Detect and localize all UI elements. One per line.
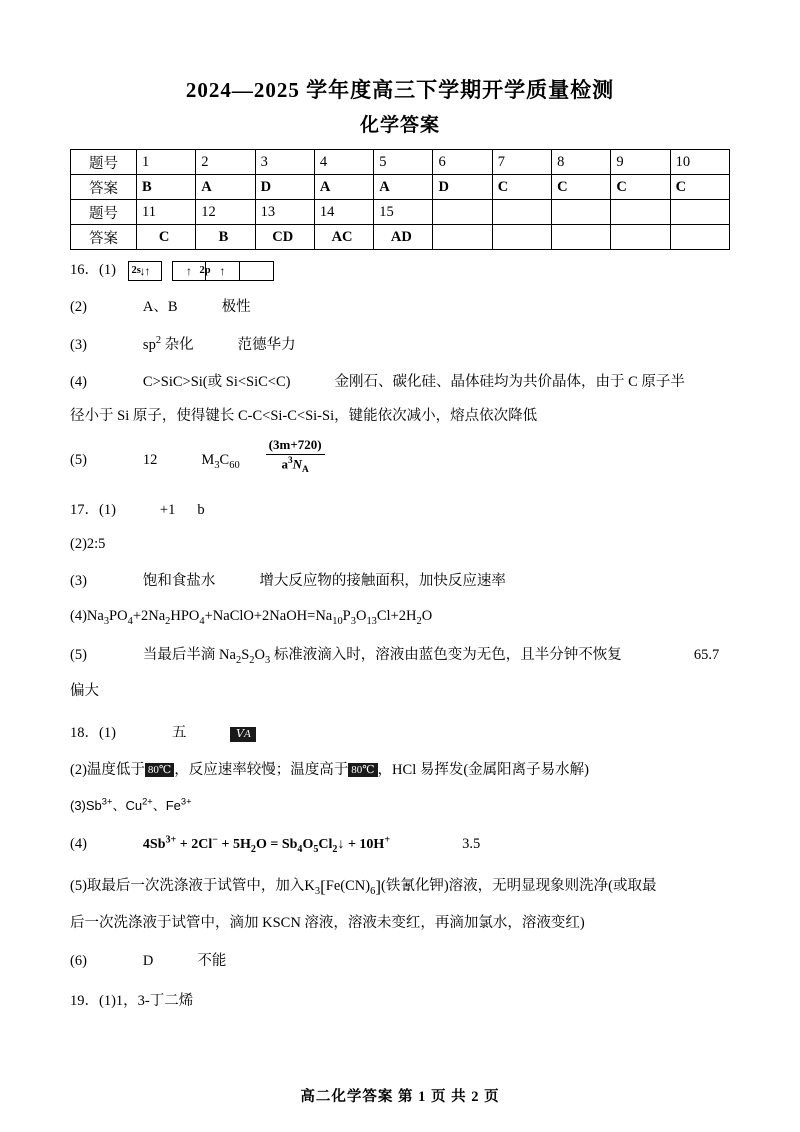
question-number: 3 xyxy=(255,150,314,175)
q17-p1-label: (1) xyxy=(99,501,116,518)
q16-p4-answer-a: C>SiC>Si(或 Si<SiC<C) xyxy=(142,373,291,390)
question-number: 15 xyxy=(374,200,433,225)
question-19-part-1 xyxy=(70,987,730,1015)
q17-p1-answer-a: +1 xyxy=(159,501,176,518)
question-18-part-4 xyxy=(70,830,730,859)
question-19-label: 19． xyxy=(70,993,99,1010)
row-label-question-1: 题号 xyxy=(71,150,137,175)
question-number: 5 xyxy=(374,150,433,175)
q17-p5-answer-b: 65.7 xyxy=(693,646,720,663)
question-number: 6 xyxy=(433,150,492,175)
q17-p3-label: (3) xyxy=(70,573,87,590)
page-title-line2: 化学答案 xyxy=(359,115,440,136)
question-18-part-3 xyxy=(70,792,730,820)
q16-p4-answer-c: 径小于 Si 原子，使得键长 C-C<Si-C<Si-Si，键能依次减小，熔点依次降低 xyxy=(70,408,538,425)
empty-cell xyxy=(552,200,611,225)
q18-p1-redacted-group: ⅤA xyxy=(230,727,256,742)
fraction-numerator: (3m+720) xyxy=(266,438,325,455)
question-16-part-4 xyxy=(70,368,730,396)
question-17-part-5-cont xyxy=(70,677,730,705)
q18-p4-equation: $4Sb^{3+} + 2Cl^- + 5H_2O$ = $Sb_4O_5Cl_2↓ + 10H^+$ xyxy=(142,834,391,856)
orbital-box-diagram xyxy=(128,261,274,281)
page-title-line1: 2024—2025 学年度高三下学期开学质量检测 xyxy=(185,78,615,102)
q16-p1-label: (1) xyxy=(99,262,116,278)
left-bracket: [ xyxy=(320,876,326,896)
q16-p3-answer-b: 范德华力 xyxy=(237,336,296,353)
question-18-part-5: (5)取最后一次洗涤液于试管中，加入$K_3[Fe(CN)_6]$(铁氰化钾)溶液，无明显现象则洗净(或取最 xyxy=(70,870,730,903)
question-number: 2 xyxy=(196,150,255,175)
empty-cell xyxy=(492,225,551,250)
empty-cell xyxy=(611,200,670,225)
q18-p2-redacted-temp-2: 80℃ xyxy=(348,763,377,777)
orbital-label-2s: 2s xyxy=(131,264,141,276)
q17-p5-answer-c: 偏大 xyxy=(70,683,99,700)
row-label-answer-2: 答案 xyxy=(71,225,137,250)
q18-p4-value: 3.5 xyxy=(462,836,481,853)
q16-p3-label: (3) xyxy=(70,336,87,353)
question-17-part-2 xyxy=(70,530,730,558)
q18-p2-text-post: ，HCl 易挥发(金属阳离子易水解) xyxy=(377,761,589,778)
question-number: 8 xyxy=(552,150,611,175)
question-18-label: 18． xyxy=(70,725,99,742)
fraction-denominator: $a^3N_A$ xyxy=(281,456,309,476)
q17-p5-label: (5) xyxy=(70,646,87,663)
q18-p2-redacted-temp-1: 80℃ xyxy=(145,763,174,777)
answer-value: C xyxy=(137,225,196,250)
answer-value: A xyxy=(196,175,255,200)
answer-value: C xyxy=(492,175,551,200)
table-row xyxy=(71,225,730,250)
table-row xyxy=(71,175,730,200)
q19-p1-text: (1)1，3-丁二烯 xyxy=(99,993,194,1010)
right-bracket: ] xyxy=(375,876,381,896)
question-16-part-2 xyxy=(70,293,730,321)
answer-value: B xyxy=(196,225,255,250)
question-number: 12 xyxy=(196,200,255,225)
q16-p5-label: (5) xyxy=(70,452,87,469)
question-16-part-5 xyxy=(70,437,730,480)
page-footer: 高二化学答案 第 1 页 共 2 页 xyxy=(300,1089,500,1105)
answer-value: AC xyxy=(314,225,373,250)
q16-p2-answer-a: A、B xyxy=(142,299,178,316)
q16-p2-answer-b: 极性 xyxy=(221,299,251,316)
q18-p1-label: (1) xyxy=(99,725,116,742)
question-17-part-4 xyxy=(70,602,730,632)
question-number: 11 xyxy=(137,200,196,225)
q18-p2-text-mid: ，反应速率较慢；温度高于 xyxy=(174,761,349,778)
answer-value: D xyxy=(433,175,492,200)
answer-value: C xyxy=(611,175,670,200)
question-number: 9 xyxy=(611,150,670,175)
q18-p6-answer-a: D xyxy=(142,953,154,970)
empty-cell xyxy=(611,225,670,250)
q18-p4-label: (4) xyxy=(70,836,87,853)
q17-p2-text: (2)2:5 xyxy=(70,536,106,553)
q16-p4-answer-b: 金刚石、碳化硅、晶体硅均为共价晶体，由于 C 原子半 xyxy=(334,373,685,390)
q18-p5-text-a: (5)取最后一次洗涤液于试管中，加入K xyxy=(70,877,315,894)
q17-p3-answer-b: 增大反应物的接触面积，加快反应速率 xyxy=(259,573,506,590)
q18-p5-text-c: 后一次洗涤液于试管中，滴加 KSCN 溶液，溶液未变红，再滴加氯水，溶液变红) xyxy=(70,914,585,931)
answer-value: CD xyxy=(255,225,314,250)
q16-p3-answer-a: $sp^2$ 杂化 xyxy=(142,334,194,353)
answer-value: A xyxy=(314,175,373,200)
q17-p5-answer-a: 当最后半滴 $Na_2S_2O_3$ 标准液滴入时，溶液由蓝色变为无色，且半分钟不恢复 xyxy=(142,646,622,666)
table-row xyxy=(71,200,730,225)
q18-p5-sub: 3 xyxy=(314,885,321,897)
answer-value: D xyxy=(255,175,314,200)
question-number: 14 xyxy=(314,200,373,225)
question-17-part-3 xyxy=(70,567,730,595)
q16-p2-label: (2) xyxy=(70,299,87,316)
orbital-label-2p: 2p xyxy=(199,264,211,276)
q18-p6-label: (6) xyxy=(70,953,87,970)
answer-value: B xyxy=(137,175,196,200)
q18-p1-answer-a: 五 xyxy=(171,725,187,742)
orbital-box-2p-2: ↑ xyxy=(206,261,240,281)
empty-cell xyxy=(552,225,611,250)
question-17-part-5 xyxy=(70,641,730,671)
question-16-part-1 xyxy=(70,256,730,284)
question-number: 4 xyxy=(314,150,373,175)
empty-cell xyxy=(433,200,492,225)
question-18-part-1 xyxy=(70,719,730,747)
question-17-part-1 xyxy=(70,496,730,524)
q16-p5-fraction xyxy=(266,438,325,476)
question-number: 7 xyxy=(492,150,551,175)
q18-p3-ions: $(3)Sb^{3+}$、$Cu^{2+}$、$Fe^{3+}$ xyxy=(70,796,192,813)
q16-p5-answer-a: 12 xyxy=(142,452,158,469)
q17-p4-equation: $(4)Na_3PO_4+2Na_2HPO_4+NaClO+2NaOH=Na_{10}P_3O_{13}Cl+2H_2O$ xyxy=(70,607,433,627)
orbital-box-2p-3 xyxy=(240,261,274,281)
question-17-label: 17． xyxy=(70,501,99,518)
orbital-box-2p-1: ↑ xyxy=(172,261,206,281)
answer-key-table xyxy=(70,149,730,250)
answer-value: A xyxy=(374,175,433,200)
question-16-part-3 xyxy=(70,331,730,359)
question-16-part-4-cont xyxy=(70,402,730,430)
orbital-box-2s: ↓↑ xyxy=(128,261,162,281)
answer-value: C xyxy=(670,175,729,200)
empty-cell xyxy=(670,225,729,250)
answer-value: AD xyxy=(374,225,433,250)
empty-cell xyxy=(492,200,551,225)
q18-p6-answer-b: 不能 xyxy=(197,953,227,970)
q16-p5-formula: $M_3C_{60}$ xyxy=(201,452,240,472)
empty-cell xyxy=(433,225,492,250)
question-16-label: 16． xyxy=(70,262,99,278)
q17-p3-answer-a: 饱和食盐水 xyxy=(142,573,216,590)
question-number: 13 xyxy=(255,200,314,225)
sp2-superscript: 2 xyxy=(155,334,162,346)
question-number: 10 xyxy=(670,150,729,175)
q18-p5-text-b: (铁氰化钾)溶液，无明显现象则洗净(或取最 xyxy=(380,877,657,894)
question-number: 1 xyxy=(137,150,196,175)
q17-p1-answer-b: b xyxy=(197,501,205,518)
q18-p5-complex: Fe(CN) xyxy=(325,877,371,894)
answer-value: C xyxy=(552,175,611,200)
q16-p4-label: (4) xyxy=(70,373,87,390)
empty-cell xyxy=(670,200,729,225)
table-row xyxy=(71,150,730,175)
question-18-part-6 xyxy=(70,947,730,975)
question-18-part-2 xyxy=(70,756,730,784)
question-18-part-5-cont xyxy=(70,909,730,937)
row-label-answer-1: 答案 xyxy=(71,175,137,200)
q18-p2-text-pre: (2)温度低于 xyxy=(70,761,145,778)
row-label-question-2: 题号 xyxy=(71,200,137,225)
